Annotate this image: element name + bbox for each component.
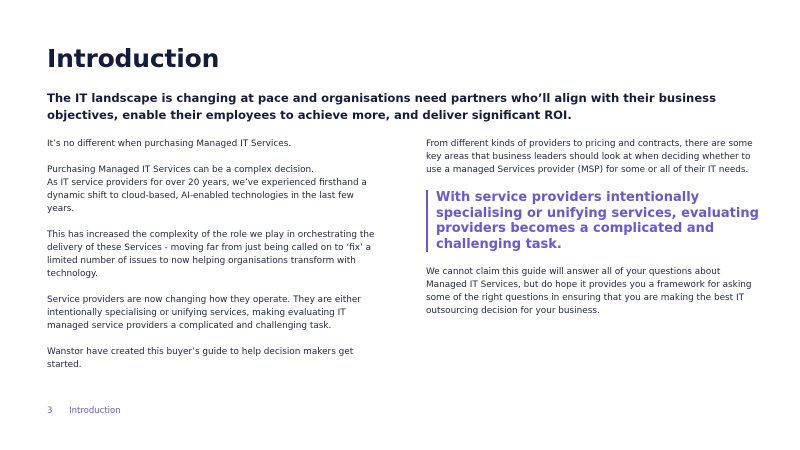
left-paragraph-2-line-2: As IT service providers for over 20 years, we’ve experienced firsthand a dynamic shift to cloud-based, AI-enabled technologies in the last few years. [47, 178, 367, 214]
footer-section-label: Introduction [69, 406, 121, 416]
right-paragraph-1: From different kinds of providers to pricing and contracts, there are some key areas that business leaders should look at when deciding whether to use a managed Services provider (MSP) for some or all of their IT needs. [426, 139, 753, 175]
page-footer [47, 406, 121, 416]
left-column [47, 138, 377, 385]
left-paragraph-2 [47, 164, 377, 216]
left-paragraph-2-line-1: Purchasing Managed IT Services can be a complex decision. [47, 165, 314, 175]
left-paragraph-5: Wanstor have created this buyer’s guide to help decision makers get started. [47, 347, 354, 370]
left-paragraph-4: Service providers are now changing how they operate. They are either intentionally specialising or unifying services, making evaluating IT managed service providers a complicated and challenging task. [47, 295, 361, 331]
page-number: 3 [47, 406, 53, 416]
pull-quote-text: With service providers intentionally specialising or unifying services, evaluating providers becomes a complicated and challenging task. [436, 190, 759, 252]
intro-lede: The IT landscape is changing at pace and organisations need partners who’ll align with their business objectives, enable their employees to achieve more, and deliver significant ROI. [47, 91, 716, 122]
right-column [426, 138, 761, 331]
page-title: Introduction [47, 44, 220, 73]
pull-quote [426, 190, 761, 252]
right-paragraph-2: We cannot claim this guide will answer all of your questions about Managed IT Services, but do hope it provides you a framework for asking some of the right questions in ensuring that you are making the best IT outsourcing decision for your business. [426, 267, 752, 316]
left-paragraph-1: It’s no different when purchasing Managed IT Services. [47, 139, 292, 149]
left-paragraph-3: This has increased the complexity of the role we play in orchestrating the delivery of these Services - moving far from just being called on to ‘fix’ a limited number of issues to now helping organisations transform with technology. [47, 230, 375, 279]
